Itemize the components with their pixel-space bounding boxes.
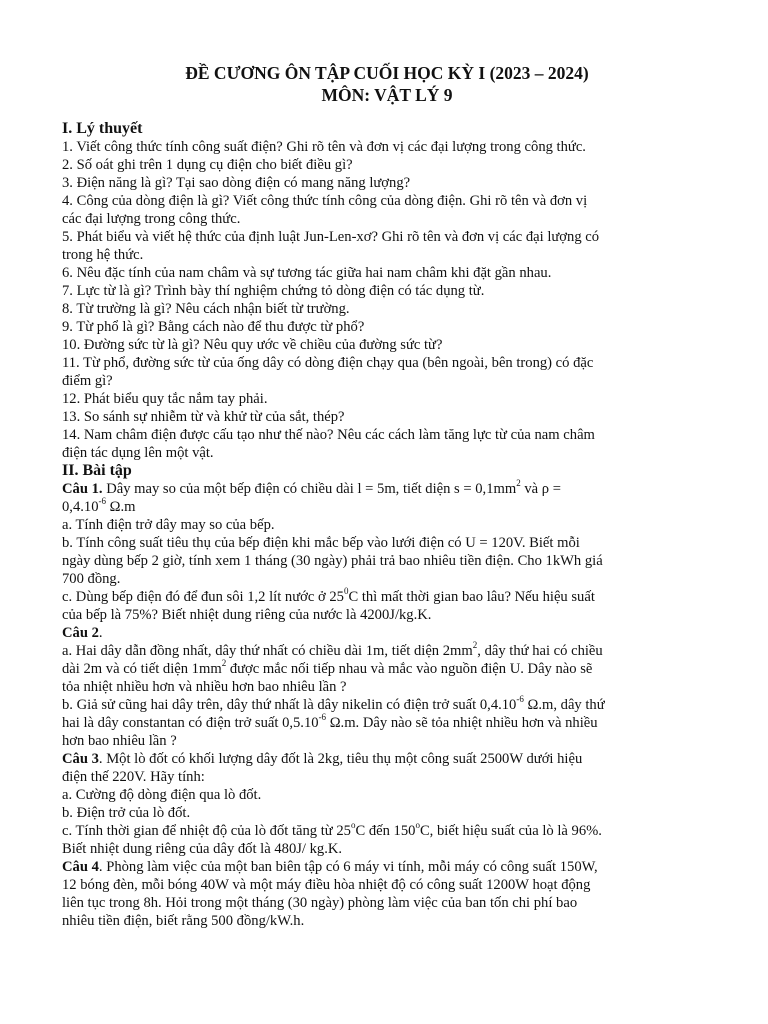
question-3-part-c xyxy=(62,822,712,840)
text-run: a. Hai dây dẫn đồng nhất, dây thứ nhất có chiều dài 1m, tiết diện 2mm xyxy=(62,643,473,659)
question-1-part-c xyxy=(62,588,712,606)
question-3-part-a: a. Cường độ dòng điện qua lò đốt. xyxy=(62,787,262,803)
theory-line: 3. Điện năng là gì? Tại sao dòng điện có mang năng lượng? xyxy=(62,175,411,191)
question-4 xyxy=(62,858,712,930)
question-4-line: liên tục trong 8h. Hỏi trong một tháng (30 ngày) phòng làm việc của ban tốn chi phí bao xyxy=(62,895,578,911)
theory-line: 7. Lực từ là gì? Trình bày thí nghiệm chứng tỏ dòng điện có tác dụng từ. xyxy=(62,283,485,299)
question-1-line xyxy=(62,498,712,516)
superscript: o xyxy=(350,820,356,831)
theory-list xyxy=(62,138,712,462)
theory-line: 14. Nam châm điện được cấu tạo như thế nào? Nêu các cách làm tăng lực từ của nam châm xyxy=(62,427,595,443)
text-run: c. Tính thời gian để nhiệt độ của lò đốt tăng từ 25 xyxy=(62,823,351,839)
theory-line: 2. Số oát ghi trên 1 dụng cụ điện cho biết điều gì? xyxy=(62,157,353,173)
question-1-part-b: 700 đồng. xyxy=(62,571,121,587)
question-1-part-a: a. Tính điện trở dây may so của bếp. xyxy=(62,517,275,533)
question-1-label: Câu 1. xyxy=(62,481,103,497)
text-run: 0,4.10 xyxy=(62,499,99,515)
question-2 xyxy=(62,624,712,750)
question-3-part-c: Biết nhiệt dung riêng của dây đốt là 480J/ kg.K. xyxy=(62,841,343,857)
question-2-part-b xyxy=(62,696,712,714)
theory-line: điện tác dụng lên một vật. xyxy=(62,445,214,461)
question-3-label: Câu 3 xyxy=(62,751,99,767)
question-2-label: Câu 2 xyxy=(62,625,99,641)
text-run: được mắc nối tiếp nhau và mắc vào nguồn điện U. Dây nào sẽ xyxy=(226,661,593,677)
question-1-part-b: ngày dùng bếp 2 giờ, tính xem 1 tháng (30 ngày) phải trả bao nhiêu tiền điện. Cho 1kWh giá xyxy=(62,553,603,569)
text-run: c. Dùng bếp điện đó để đun sôi 1,2 lít nước ở 25 xyxy=(62,589,344,605)
text-run: Ω.m, dây thứ xyxy=(523,697,605,713)
question-3-line: điện thế 220V. Hãy tính: xyxy=(62,769,205,785)
superscript: -6 xyxy=(98,496,106,507)
superscript: 2 xyxy=(472,640,478,651)
text-run: Ω.m xyxy=(105,499,136,515)
theory-line: 10. Đường sức từ là gì? Nêu quy ước về chiều của đường sức từ? xyxy=(62,337,443,353)
superscript: -6 xyxy=(318,712,327,723)
text-run: dài 2m và có tiết diện 1mm xyxy=(62,661,222,677)
question-2-part-a xyxy=(62,660,712,678)
theory-line: 11. Từ phổ, đường sức từ của ống dây có dòng điện chạy qua (bên ngoài, bên trong) có đặc xyxy=(62,355,594,371)
question-2-part-b xyxy=(62,714,712,732)
question-2-part-a xyxy=(62,642,712,660)
text-run: C, biết hiệu suất của lò là 96%. xyxy=(419,823,602,839)
question-2-part-a: tỏa nhiệt nhiều hơn và nhiều hơn bao nhiêu lần ? xyxy=(62,679,347,695)
question-1-line xyxy=(62,480,712,498)
question-4-line xyxy=(62,858,712,876)
theory-line: 13. So sánh sự nhiễm từ và khử từ của sắt, thép? xyxy=(62,409,345,425)
question-1 xyxy=(62,480,712,624)
text-run: Dây may so của một bếp điện có chiều dài l = 5m, tiết diện s = 0,1mm xyxy=(102,481,517,497)
question-3 xyxy=(62,750,712,858)
question-4-line: nhiêu tiền điện, biết rằng 500 đồng/kW.h. xyxy=(62,913,305,929)
theory-line: 8. Từ trường là gì? Nêu cách nhận biết từ trường. xyxy=(62,301,350,317)
text-run: C đến 150 xyxy=(355,823,416,839)
theory-line: 6. Nêu đặc tính của nam châm và sự tương tác giữa hai nam châm khi đặt gần nhau. xyxy=(62,265,552,281)
theory-line: 5. Phát biểu và viết hệ thức của định luật Jun-Len-xơ? Ghi rõ tên và đơn vị các đại lượng có xyxy=(62,229,600,245)
superscript: o xyxy=(415,820,420,831)
text-run: b. Giả sử cũng hai dây trên, dây thứ nhất là dây nikelin có điện trở suất 0,4.10 xyxy=(62,697,517,713)
text-run: C thì mất thời gian bao lâu? Nếu hiệu suất xyxy=(348,589,595,605)
theory-line: các đại lượng trong công thức. xyxy=(62,211,241,227)
superscript: -6 xyxy=(516,694,524,705)
question-4-label: Câu 4 xyxy=(62,859,99,875)
text-run: và ρ = xyxy=(520,481,561,497)
question-3-line xyxy=(62,750,712,768)
theory-line: 9. Từ phổ là gì? Bằng cách nào để thu được từ phổ? xyxy=(62,319,365,335)
theory-line: trong hệ thức. xyxy=(62,247,144,263)
exercises-heading: II. Bài tập xyxy=(62,462,132,479)
text-run: , dây thứ hai có chiều xyxy=(477,643,603,659)
text-run: hai là dây constantan có điện trở suất 0,5.10 xyxy=(62,715,319,731)
theory-heading: I. Lý thuyết xyxy=(62,120,143,137)
theory-line: 4. Công của dòng điện là gì? Viết công thức tính công của dòng điện. Ghi rõ tên và đơn vị xyxy=(62,193,588,209)
superscript: 2 xyxy=(221,658,227,669)
text-run: . Phòng làm việc của một ban biên tập có 6 máy vi tính, mỗi máy có công suất 150W, xyxy=(98,859,598,875)
question-1-part-b: b. Tính công suất tiêu thụ của bếp điện khi mắc bếp vào lưới điện có U = 120V. Biết mỗi xyxy=(62,535,580,551)
text-run: Ω.m. Dây nào sẽ tỏa nhiệt nhiều hơn và nhiều xyxy=(326,715,598,731)
theory-line: 12. Phát biểu quy tắc nắm tay phải. xyxy=(62,391,268,407)
superscript: 2 xyxy=(516,478,521,489)
text-run: . xyxy=(98,625,103,641)
question-2-line xyxy=(62,624,712,642)
theory-line: điểm gì? xyxy=(62,373,113,389)
question-4-line: 12 bóng đèn, mỗi bóng 40W và một máy điều hòa nhiệt độ có công suất 1200W hoạt động xyxy=(62,877,591,893)
text-run: . Một lò đốt có khối lượng dây đốt là 2kg, tiêu thụ một công suất 2500W dưới hiệu xyxy=(98,751,583,767)
superscript: 0 xyxy=(343,586,349,597)
question-1-part-c: của bếp là 75%? Biết nhiệt dung riêng của nước là 4200J/kg.K. xyxy=(62,607,432,623)
document-title: ĐỀ CƯƠNG ÔN TẬP CUỐI HỌC KỲ I (2023 – 2024) xyxy=(185,63,589,83)
question-2-part-b: hơn bao nhiêu lần ? xyxy=(62,733,177,749)
question-3-part-b: b. Điện trở của lò đốt. xyxy=(62,805,191,821)
document-subtitle: MÔN: VẬT LÝ 9 xyxy=(321,85,453,105)
theory-line: 1. Viết công thức tính công suất điện? Ghi rõ tên và đơn vị các đại lượng trong công thức. xyxy=(62,139,586,155)
